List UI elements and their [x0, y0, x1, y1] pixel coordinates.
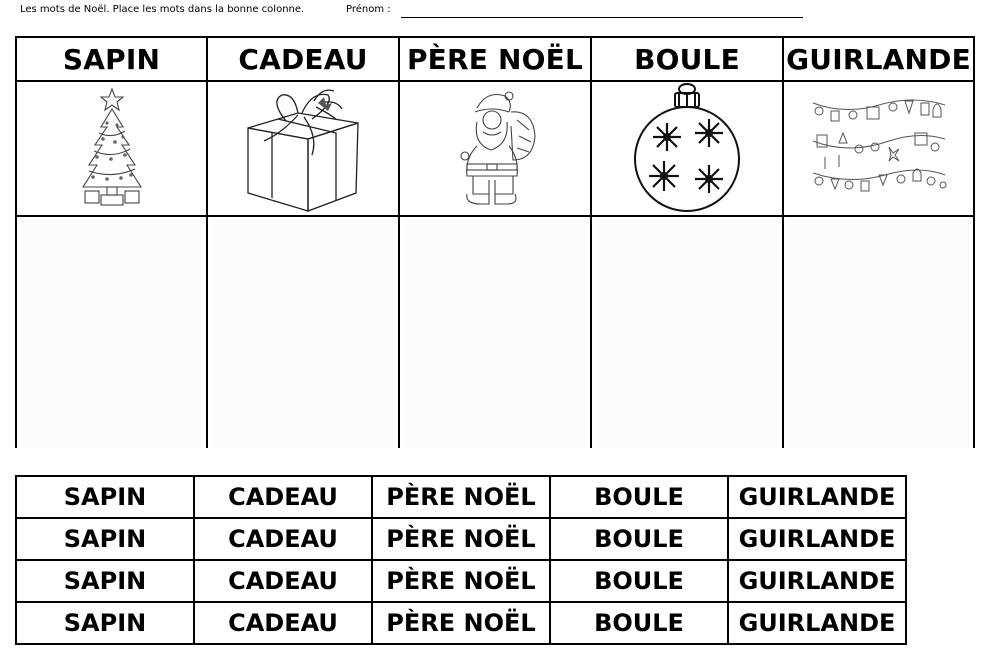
word-cell[interactable]: GUIRLANDE [728, 602, 906, 644]
gift-box-icon [242, 83, 364, 213]
word-cell[interactable]: BOULE [550, 476, 728, 518]
word-cell[interactable]: CADEAU [194, 518, 372, 560]
name-label: Prénom : [346, 4, 391, 15]
column-boule [592, 36, 782, 448]
write-area[interactable] [21, 219, 202, 448]
table-row [16, 518, 906, 560]
column-title: CADEAU [238, 42, 368, 76]
column-title: BOULE [634, 42, 740, 76]
table-row [16, 476, 906, 518]
write-area[interactable] [404, 219, 586, 448]
column-divider [973, 36, 975, 448]
word-cell[interactable]: BOULE [550, 560, 728, 602]
word-cell[interactable]: GUIRLANDE [728, 560, 906, 602]
word-cell[interactable]: SAPIN [16, 602, 194, 644]
column-title: PÈRE NOËL [406, 42, 584, 76]
column-title: SAPIN [62, 42, 161, 76]
word-cell[interactable]: SAPIN [16, 476, 194, 518]
instruction-text: Les mots de Noël. Place les mots dans la bonne colonne. [20, 4, 305, 15]
column-cadeau [208, 36, 398, 448]
word-cell[interactable]: BOULE [550, 518, 728, 560]
word-cell[interactable]: PÈRE NOËL [372, 476, 550, 518]
table-row [16, 560, 906, 602]
word-cell[interactable]: CADEAU [194, 602, 372, 644]
write-area[interactable] [596, 219, 778, 448]
word-cell[interactable]: PÈRE NOËL [372, 518, 550, 560]
sorting-table [15, 36, 975, 448]
garland-icon [809, 95, 949, 201]
word-cell[interactable]: GUIRLANDE [728, 476, 906, 518]
santa-claus-icon [447, 86, 543, 210]
table-row [16, 602, 906, 644]
word-cutout-grid [15, 475, 907, 645]
christmas-bauble-icon [629, 83, 745, 213]
column-guirlande [784, 36, 973, 448]
word-cell[interactable]: SAPIN [16, 560, 194, 602]
word-cell[interactable]: BOULE [550, 602, 728, 644]
column-pere-noel [400, 36, 590, 448]
write-area[interactable] [212, 219, 394, 448]
column-sapin [17, 36, 206, 448]
christmas-tree-icon [67, 87, 157, 209]
column-title: GUIRLANDE [786, 42, 971, 76]
word-cell[interactable]: SAPIN [16, 518, 194, 560]
word-cell[interactable]: CADEAU [194, 476, 372, 518]
write-area[interactable] [788, 219, 969, 448]
word-cell[interactable]: CADEAU [194, 560, 372, 602]
word-cell[interactable]: PÈRE NOËL [372, 560, 550, 602]
word-cell[interactable]: GUIRLANDE [728, 518, 906, 560]
word-cell[interactable]: PÈRE NOËL [372, 602, 550, 644]
name-write-line[interactable] [401, 17, 803, 18]
